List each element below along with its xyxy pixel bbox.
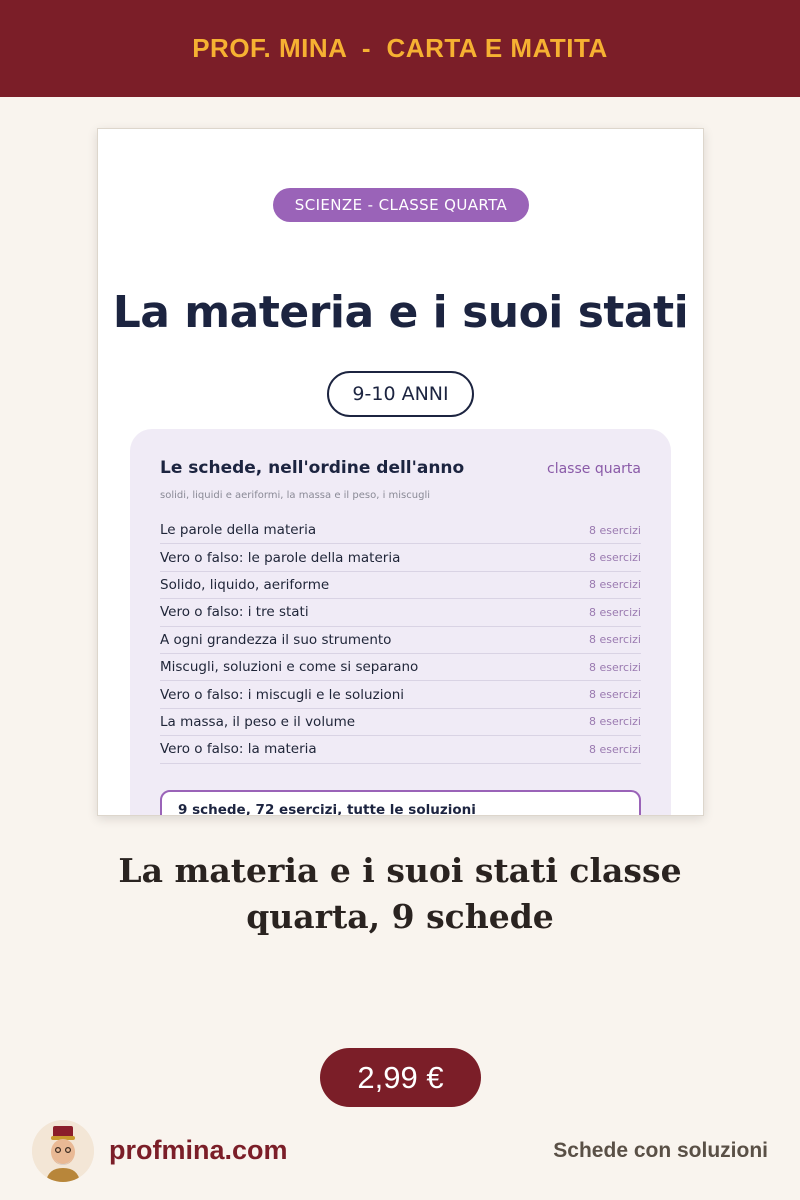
item-name: Vero o falso: i tre stati (160, 604, 309, 621)
top-banner (0, 0, 800, 97)
age-badge: 9-10 ANNI (327, 371, 474, 417)
item-count: 8 esercizi (589, 523, 641, 537)
item-name: Miscugli, soluzioni e come si separano (160, 659, 419, 676)
item-name: Le parole della materia (160, 522, 317, 539)
panel-heading: Le schede, nell'ordine dell'anno (160, 458, 465, 478)
cover-title: La materia e i suoi stati (112, 287, 689, 338)
item-name: La massa, il peso e il volume (160, 713, 356, 730)
professor-avatar-icon (32, 1120, 94, 1182)
item-count: 8 esercizi (589, 688, 641, 702)
panel-subtitle: solidi, liquidi e aeriformi, la massa e il peso, i miscugli (160, 490, 431, 501)
subject-pill: SCIENZE - CLASSE QUARTA (273, 188, 529, 222)
panel-tag: classe quarta (547, 461, 641, 477)
summary-text: 9 schede, 72 esercizi, tutte le soluzioni (178, 802, 476, 816)
list-item (160, 572, 641, 599)
list-item (160, 517, 641, 544)
site-link[interactable]: profmina.com (109, 1135, 288, 1165)
item-name: Vero o falso: i miscugli e le soluzioni (160, 686, 405, 703)
list-item (160, 681, 641, 708)
list-item (160, 654, 641, 681)
list-item (160, 627, 641, 654)
tagline: Schede con soluzioni (553, 1139, 768, 1162)
price-badge[interactable]: 2,99 € (320, 1048, 481, 1107)
item-count: 8 esercizi (589, 633, 641, 647)
list-item (160, 736, 641, 763)
item-count: 8 esercizi (589, 551, 641, 565)
worksheet-list (160, 517, 641, 764)
item-name: A ogni grandezza il suo strumento (160, 631, 392, 648)
list-item (160, 544, 641, 571)
item-name: Vero o falso: la materia (160, 741, 317, 758)
worksheet-panel (130, 429, 671, 816)
item-name: Vero o falso: le parole della materia (160, 549, 401, 566)
item-count: 8 esercizi (589, 742, 641, 756)
item-count: 8 esercizi (589, 715, 641, 729)
list-item (160, 599, 641, 626)
product-title[interactable]: La materia e i suoi stati classe quarta, 9 schede (118, 851, 682, 936)
summary-box (160, 790, 641, 816)
item-count: 8 esercizi (589, 578, 641, 592)
item-count: 8 esercizi (589, 605, 641, 619)
item-count: 8 esercizi (589, 660, 641, 674)
banner-title: PROF. MINA - CARTA E MATITA (192, 33, 608, 63)
product-cover-image[interactable] (97, 128, 704, 816)
list-item (160, 709, 641, 736)
item-name: Solido, liquido, aeriforme (160, 576, 330, 593)
